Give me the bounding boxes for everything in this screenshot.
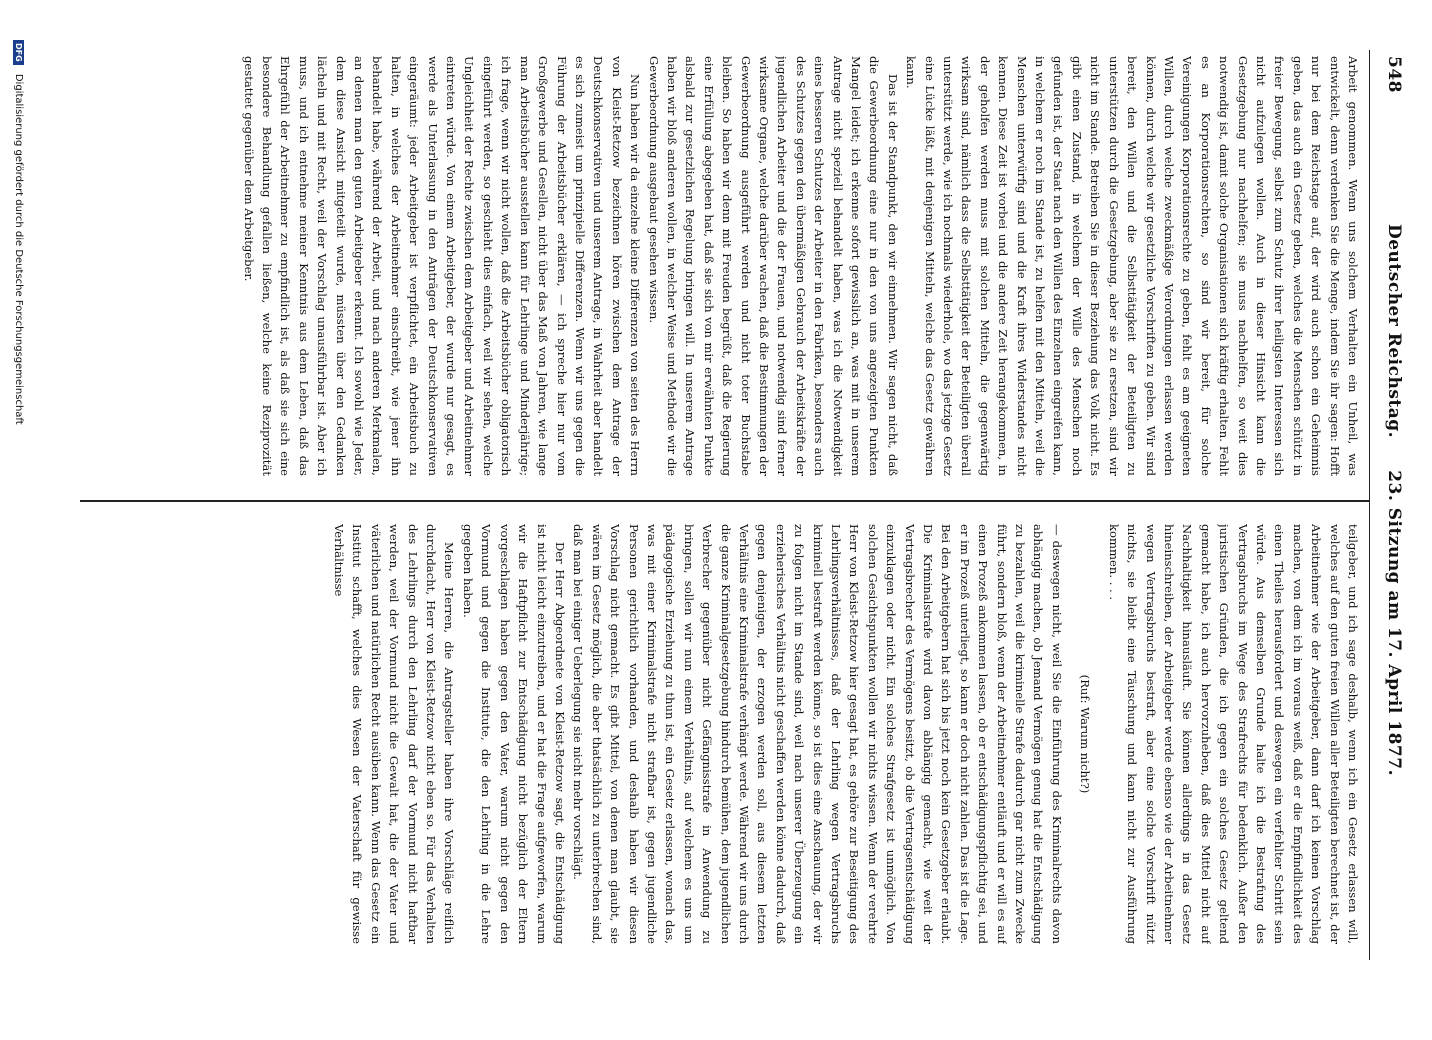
dfg-logo: DFG (13, 40, 24, 65)
page-title (1384, 0, 1404, 1000)
interjection: (Ruf: Warum nicht?) (1078, 674, 1093, 794)
page-number: 548 (1384, 56, 1404, 93)
digitization-credit (13, 0, 24, 1040)
left-paragraph-2: Das ist der Standpunkt, den wir einnehmen. Wir sagen nicht, daß die Gewerbeordnung eine nur in den von uns angezeigten Punkten Mangel leidet; ich erkenne sofort gewisslich an, was mit in unserem Antrage nicht speziell behandelt haben, was ich die Notwendigkeit eines besseren Schutzes der Arbeiter in den Fabriken, besonders auch des Schutzes gegen den übermäßigen Gebrauch der Arbeitskräfte der jugendlichen Arbeiter und die der Frauen, und notwendig sind ferner wirksame Organe, welche darüber wachen, daß die Bestimmungen der Gewerbeordnung ausgeführt werden und nicht toter Buchstabe bleiben. So haben wir denn mit Freuden begrüßt, daß die Regierung eine Erfüllung abgegeben hat, daß sie sich von mir erwähnten Punkte alsbald zur gesetzlichen Regelung bringen will. In unserem Antrage haben wir bloß anderen wollen, in welcher Weise und Methode wir die Gewerbeordnung ausgebaut gesehen wissen. (646, 56, 900, 476)
page-header (1374, 0, 1404, 1000)
column-divider (80, 500, 1370, 502)
right-paragraph-2: — deswegen nicht, weil Sie die Einführung des Kriminalrechts davon abhängig machen, ob Jemand Vermögen genug hat die Entschädigung zu bezahlen, weil die kriminelle Strafe dadurch gar nicht zum Zwecke führt, sondern bloß, wenn der Arbeitnehmer entläuft und er will es auf einen Prozeß ankommen lassen, ob er entschädigungspflichtig sei, und er im Prozeß unterliegt, so kann er doch nicht zahlen. Das ist die Lage. Bei den Arbeitgebern hat sich bis jetzt noch kein Gesetzgeber erlaubt. Die Kriminalstrafe wird davon abhängig gemacht, wie weit der Vertragsbrecher des Vermögens besitzt, ob die Vertragsentschädigung einzuklagen oder nicht. Ein solches Strafgesetz ist unmöglich. Von solchen Gesichtspunkten wollen wir nichts wissen. Wenn der verehrte Herr von Kleist-Retzow hier gesagt hat, es gehöre zur Beseitigung des Lehrlingsverhältnisses, daß der Lehrling wegen Vertragsbruchs kriminell bestraft werden könne, so ist dies eine Anschauung, der wir zu folgen nicht im Stande sind, weil nach unserer Überzeugung ein erzieherisches Verhältnis nicht geschaffen werden könne dadurch, daß gegen denjenigen, der erzogen werden soll, aus diesem letzten Verhältnis eine Kriminalstrafe verhängt werde. Während wir uns durch die ganze Kriminalgesetzgebung hindurch bemühen, dem jugendlichen Verbrecher gegenüber nicht Gefängnisstrafe in Anwendung zu bringen, sollen wir nun einem Verhältnis, auf welchem es uns um pädagogische Erziehung zu thun ist, ein Gesetz erlassen, wonach das, was mit einer Kriminalstrafe nicht strafbar ist, gegen jugendliche Personen gerichtlich vorhanden, und deshalb haben wir diesen Vorschlag nicht gemacht. Es gibt Mittel, von denen man glaubt, sie wären im Gesetz möglich, die aber thatsächlich zu unterbrechen sind, daß man bei einiger Ueberlegung sie nicht mehr vorschlägt. (571, 524, 1064, 944)
header-rule (1369, 50, 1370, 960)
right-paragraph-3: Der Herr Abgeordnete von Kleist-Retzow sagt, die Entschädigung ist nicht leicht einzutreiben, und er hat die Frage aufgeworfen, warum wir die Haftpflicht zur Entschädigung nicht bezüglich der Eltern vorgeschlagen haben gegen den Vater, warum nicht gegen den Vormund und gegen die Institute, die den Lehrling in die Lehre gegeben haben. (460, 524, 567, 944)
right-paragraph-4: Meine Herren, die Antragsteller haben ihre Vorschläge reiflich durchdacht, Herr von Kleist-Retzow nicht eben so. Für das Verhalten des Lehrlings durch den Lehrling darf der Vormund nicht haftbar werden, weil der Vormund nicht die Gewalt hat, die der Vater und väterlichen und natürlichen Recht ausüben kann. Wenn das Gesetz ein Institut schafft, welches dies Wesen der Vaterschaft für gewisse Verhältnisse (332, 524, 457, 944)
header-spacer (1384, 445, 1404, 464)
left-column (72, 56, 1362, 476)
publication-title: Deutscher Reichstag. (1384, 224, 1404, 439)
right-paragraph-1: teilgeber, und ich sage deshalb, wenn ich ein Gesetz erlassen will, welches auf den guten freien Willen aller Beteiligten berechnet ist, der Arbeitnehmer wie der Arbeitgeber, dann darf ich keinen Vorschlag machen, von dem ich im voraus weiß, daß er die Empfindlichkeit des einen Theiles herausfordert und deswegen ein verfehlter Schritt sein würde. Aus demselben Grunde halte ich die Bestrafung des Vertragsbruchs im Wege des Strafrechts für bedenklich. Außer den juristischen Gründen, die ich gegen ein solches Gesetz geltend gemacht habe, ich auch hervorzuheben, daß dies Mittel nicht auf Nachhaltigkeit hinausläuft. Sie können allerdings in das Gesetz hineinschreiben, der Arbeitgeber werde ebenso wie der Arbeitnehmer wegen Vertragsbruchs bestraft, aber eine solche Vorschrift nützt nichts, sie bleibt eine Täuschung und kann nicht zur Ausführung kommen. . . . (1106, 524, 1360, 944)
left-paragraph-1: Arbeit genommen. Wenn uns solchem Verhalten ein Unheil, was entwickelt, denn verdenken Sie die Menge, indem Sie ihr sagen: Hofft nur bei dem Reichstage auf, der wird auch schon ein Geheimnis geben, das auch ein Gesetz geben, welches die Menschen schützt in freier Bewegung, selbst zum Schutz ihrer heiligsten Interessen sich nicht aufzulegen wollen. Auch in dieser Hinsicht kann die Gesetzgebung nur nachhelfen; sie muss nachhelfen, so weit dies notwendig ist, damit solche Organisationen sich kräftig erhalten. Fehlt es an Korporationsrechten, so sind wir bereit, für solche Vereinigungen Korporationsrechte zu geben, fehlt es am geeigneten Willen, durch welche zweckmäßige Verordnungen erlassen werden können, durch welche wir gesetzliche Vorschriften zu geben. Wir sind bereit, den Willen und die Selbsttätigkeit der Beteiligten zu unterstützen durch die Gesetzgebung, aber sie zu ersetzen, sind wir nicht im Stande. Betreiben Sie in dieser Beziehung das Volk nicht. Es gibt einen Zustand, in welchem der Wille des Menschen noch gefunden ist, der Staat nach den Willen des Einzelnen eingreifen kann, in welchem er noch im Stande ist, zu helfen mit den Mitteln, weil die Menschen unterwürfig sind und die Kraft ihres Widerstandes nicht kennen. Diese Zeit ist vorbei und die andere Zeit herangekommen, in der geholfen werden muss mit solchen Mitteln, die gegenwärtig wirksam sind, nämlich dass die Selbsttätigkeit der Beteiligten überall unterstützt werde, wie ich nochmals wiederhole, wo das jetzige Gesetz eine Lücke läßt, mit denjenigen Mitteln, welche das Gesetz gewähren kann. (904, 56, 1360, 476)
digitization-credit-text: Digitalisierung gefördert durch die Deutsche Forschungsgemeinschaft (13, 73, 24, 425)
left-paragraph-3: Nun haben wir da einzelne kleine Differenzen von seiten des Herrn von Kleist-Retzow bezeichnen hören zwischen dem Antrage der Deutschkonservativen und unserem Antrage, in Wahrheit aber handelt es sich zumeist um prinzipielle Differenzen. Wenn wir uns gegen die Führung der Arbeitsbücher erklären, — ich spreche hier nur vom Großgewerbe und Gesellen, nicht über das Maß von Jahren, wie lange man Arbeitsbücher ausstellen kann für Lehrlinge und Minderjährige; ich frage, wenn wir nicht wollen, daß die Arbeitsbücher obligatorisch eingeführt werden, so geschieht dies einfach, weil wir sehen, welche Ungleichheit der Rechte zwischen dem Arbeitgeber und Arbeitnehmer eintreten würde. Von einem Arbeitgeber, der wurde nur gesagt, es werde als Unterlassung in den Anträgen der Deutschkonservativen eingeräumt: jeder Arbeitgeber ist verpflichtet, ein Arbeitsbuch zu halten, in welches der Arbeitnehmer einschreibt, wie jener ihn behandelt habe, während der Arbeit, und nach anderen Merkmalen, an denen man den guten Arbeitgeber erkennt. Ich sowohl wie Jeder, dem diese Ansicht mitgeteilt wurde, müssten über den Gedanken lächeln und mit Recht, weil der Vorschlag unausführbar ist. Aber ich muss, und ich entnehme meiner Kenntnis aus dem Leben, daß das Ehrgefühl der Arbeitnehmer zu empfindlich ist, als daß sie sich eine besondere Behandlung gefallen ließen, welche keine Reziprozität gestattet gegenüber dem Arbeitgeber. (241, 56, 643, 476)
session-date: 23. Sitzung am 17. April 1877. (1384, 470, 1404, 776)
right-column (72, 524, 1362, 944)
